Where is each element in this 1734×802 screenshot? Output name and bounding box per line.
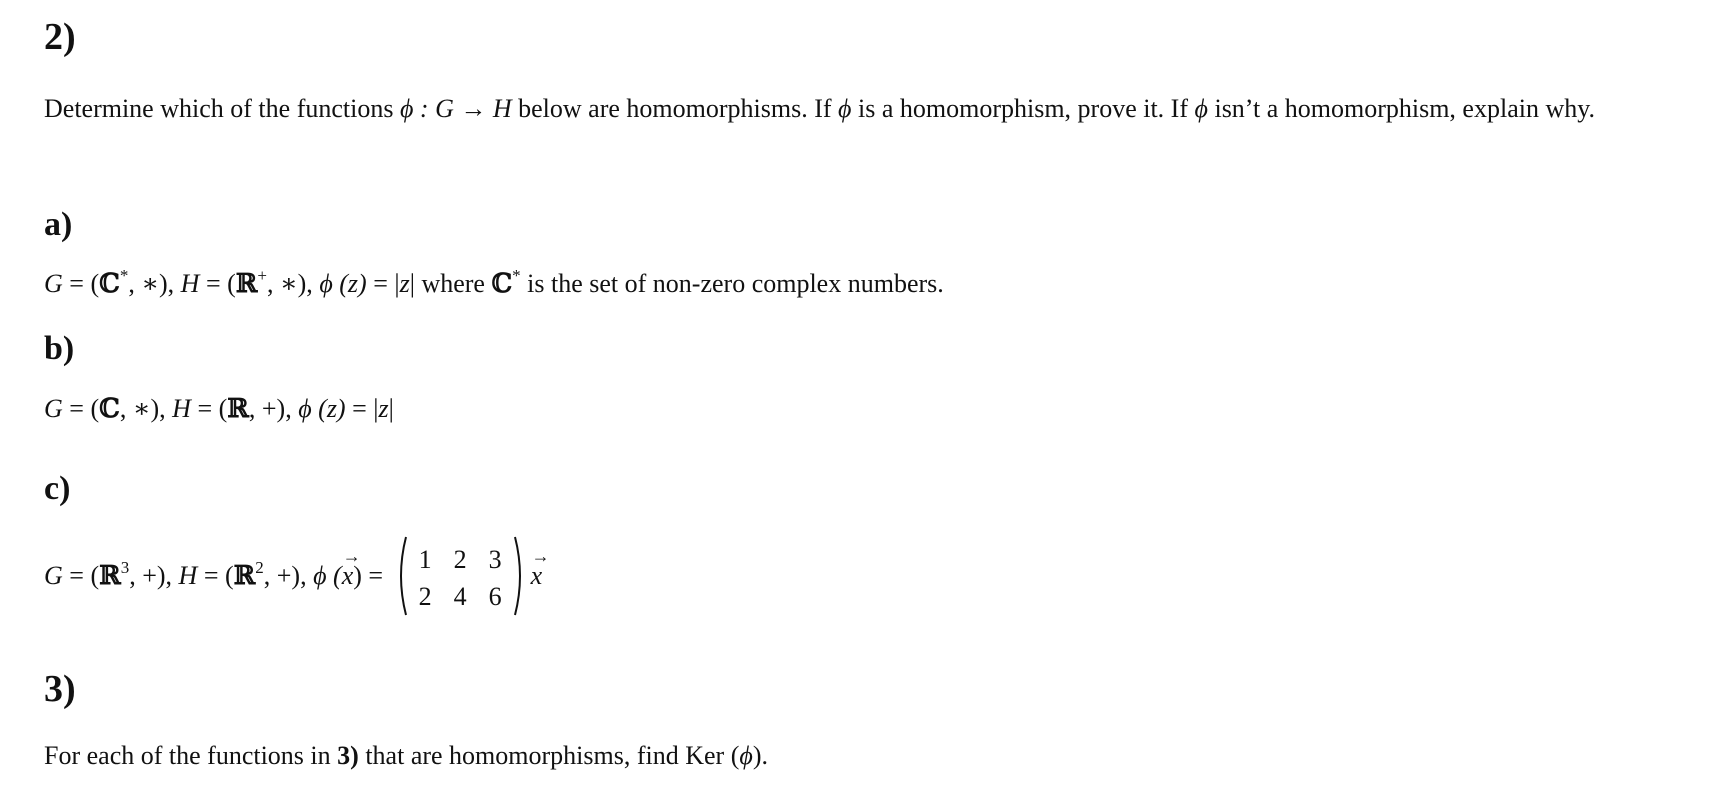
right-paren	[513, 535, 527, 617]
prompt-text: is a homomorphism, prove it. If	[851, 94, 1195, 123]
star-superscript: *	[119, 266, 129, 285]
G-symbol: G	[44, 394, 63, 423]
bar: |	[409, 269, 415, 298]
part-c-statement	[44, 541, 542, 615]
problem-3-prompt	[44, 738, 1704, 774]
part-c-label: c)	[44, 470, 71, 507]
prompt-text: that are homomorphisms, find Ker (	[358, 741, 740, 770]
equals-bar: = |	[366, 269, 400, 298]
prompt-text: isn’t a homomorphism, explain why.	[1207, 94, 1596, 123]
left-paren	[394, 535, 408, 617]
prompt-text: For each of the functions in	[44, 741, 338, 770]
matrix-table	[408, 541, 513, 615]
equals-bar: = |	[345, 394, 379, 423]
matrix-cell: 3	[488, 545, 502, 574]
part-a-statement	[44, 266, 1704, 302]
real-set: ℝ	[233, 560, 256, 591]
statement-text: is the set of non-zero complex numbers.	[520, 269, 944, 298]
matrix-cell: 2	[453, 545, 467, 574]
vector-x: → x	[531, 563, 543, 589]
prompt-text: ).	[752, 741, 768, 770]
statement-text: where	[414, 269, 492, 298]
complex-set: ℂ	[99, 394, 120, 424]
H-symbol: H	[178, 560, 198, 590]
operation: , ∗),	[119, 394, 173, 423]
complex-set: ℂ	[99, 269, 120, 299]
equals-paren: = (	[62, 560, 100, 590]
bar: |	[388, 394, 394, 423]
phi-symbol: ϕ	[739, 741, 753, 770]
phi-symbol: ϕ	[838, 94, 852, 123]
prompt-text: Determine which of the functions	[44, 94, 400, 123]
phi-map: ϕ : G → H	[399, 94, 512, 123]
equals-paren: = (	[199, 269, 236, 298]
operation: , ∗),	[128, 269, 181, 298]
operation: , +),	[129, 560, 179, 590]
matrix	[394, 541, 527, 615]
real-set: ℝ	[99, 560, 121, 591]
matrix-cell: 1	[418, 545, 432, 574]
equals: ) =	[353, 560, 390, 590]
z-symbol: z	[399, 269, 410, 298]
H-symbol: H	[180, 269, 200, 298]
prompt-text: below are homomorphisms. If	[511, 94, 839, 123]
exponent: 2	[255, 557, 264, 577]
plus-superscript: +	[257, 266, 267, 285]
matrix-row	[408, 578, 513, 615]
matrix-cell: 6	[488, 582, 502, 611]
complex-set: ℂ	[491, 269, 513, 299]
part-a-label: a)	[44, 206, 73, 243]
exponent: 3	[120, 557, 130, 577]
star-superscript: *	[512, 266, 521, 285]
operation: , ∗),	[266, 269, 320, 298]
problem-3-heading: 3)	[44, 668, 76, 710]
phi-of: ϕ (	[313, 560, 342, 590]
phi-of-z: ϕ (z)	[298, 394, 346, 423]
part-b-label: b)	[44, 330, 75, 367]
phi-of-z: ϕ (z)	[319, 269, 367, 298]
G-symbol: G	[44, 560, 63, 590]
real-set: ℝ	[227, 394, 249, 424]
operation: , +),	[263, 560, 314, 590]
problem-2-prompt	[44, 91, 1704, 127]
matrix-cell: 2	[418, 582, 432, 611]
equals-paren: = (	[62, 394, 100, 423]
problem-2-heading: 2)	[44, 16, 76, 58]
H-symbol: H	[172, 394, 191, 423]
equals-paren: = (	[190, 394, 228, 423]
G-symbol: G	[44, 269, 63, 298]
phi-symbol: ϕ	[1194, 94, 1208, 123]
equals-paren: = (	[197, 560, 234, 590]
problem-ref: 3)	[337, 741, 359, 770]
part-b-statement	[44, 391, 1704, 427]
vector-x: → x	[342, 563, 354, 589]
operation: , +),	[248, 394, 299, 423]
real-set: ℝ	[235, 269, 258, 299]
matrix-cell: 4	[453, 582, 467, 611]
equals-paren: = (	[62, 269, 100, 298]
matrix-row	[408, 541, 513, 578]
z-symbol: z	[378, 394, 389, 423]
